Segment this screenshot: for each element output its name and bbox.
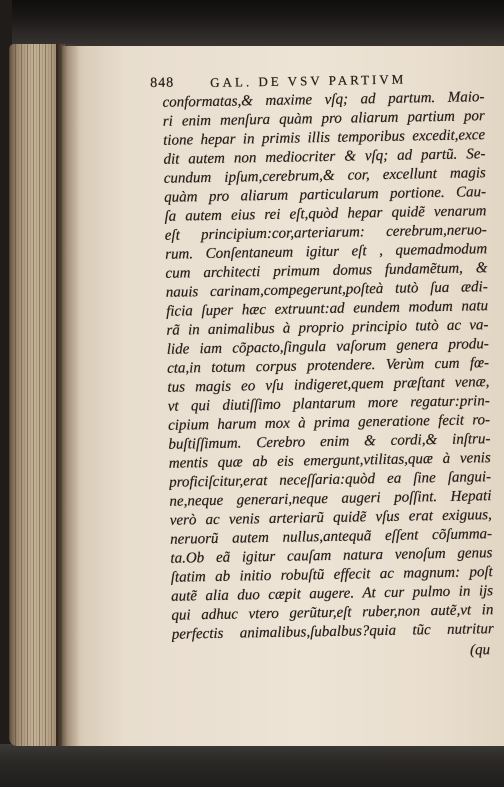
text-line: rã in animalibus à proprio principio tutò ac va- (166, 317, 489, 339)
text-line: cum architecti primum domus fundamẽtum, & (165, 260, 488, 282)
background-top (0, 0, 504, 50)
text-line: ſtatim ab initio robuſtũ effecit ac magnum: poſt (170, 564, 493, 586)
page-number: 848 (150, 75, 175, 91)
text-line: perfectis animalibus,ſubalbus?quia tũc nutritur (171, 621, 494, 643)
text-line: vt qui diutiſſimo plantarum more regatur:prin- (167, 393, 490, 415)
text-line: mentis quæ ab eis emergunt,vtilitas,quæ à venis (168, 450, 491, 472)
text-line: verò ac venis arteriarũ quidẽ vſus erat exiguus, (169, 507, 492, 529)
text-body (162, 88, 494, 667)
text-line: buſtiſſimum. Cerebro enim & cordi,& inſtru- (168, 431, 491, 453)
text-line: ficia ſuper hæc extruunt:ad eundem modum natu (166, 298, 489, 320)
background-bottom (0, 744, 504, 787)
text-line: tione hepar in primis illis temporibus excedit,exce (163, 127, 486, 149)
text-line: eſt principium:cor,arteriarum: cerebrum,neruo- (164, 222, 487, 244)
text-line: dit autem non mediocriter & vſq; ad partũ. Se- (163, 146, 486, 168)
gutter-shadow (56, 44, 80, 746)
text-line: ſa autem eius rei eſt,quòd hepar quidẽ venarum (164, 203, 487, 225)
text-line: conformatas,& maxime vſq; ad partum. Maio- (162, 89, 485, 111)
text-line: cta,in totum corpus protendere. Verùm cum fœ- (167, 355, 490, 377)
text-line: cipium harum mox à prima generatione fecit ro- (168, 412, 491, 434)
text-line: neruorũ autem nullus,antequã eſſent cõſumma- (169, 526, 493, 548)
text-line: nauis carinam,compegerunt,poſteà tutò ſua ædi- (165, 279, 488, 301)
text-line: qui adhuc vtero gerũtur,eſt ruber,non autẽ,vt in (171, 602, 494, 624)
text-line: rum. Conſentaneum igitur eſt , quemadmodum (165, 241, 488, 263)
text-line: autẽ alia duo cæpit augere. At cur pulmo in ijs (170, 583, 494, 605)
text-line: ri enim menſura quàm pro aliarum partium por (162, 108, 485, 130)
text-line: tus magis eo vſu indigeret,quem præſtant venæ, (167, 374, 490, 396)
text-line: proficiſcitur,erat neceſſaria:quòd ea ſine ſangui- (168, 469, 492, 491)
catchword: (qu (469, 642, 491, 659)
text-line: lide iam cõpacto,ſingula vaſorum genera produ- (166, 336, 489, 358)
text-line: quàm pro aliarum particularum portione. Cau- (164, 184, 487, 206)
running-head: GAL. DE VSV PARTIVM (210, 71, 407, 90)
text-line: ne,neque generari,neque augeri poſſint. Hepati (169, 488, 492, 510)
text-line: ta.Ob eã igitur cauſam natura venoſum genus (170, 545, 493, 567)
text-line: cundum ipſum,cerebrum,& cor, excellunt magis (163, 165, 486, 187)
